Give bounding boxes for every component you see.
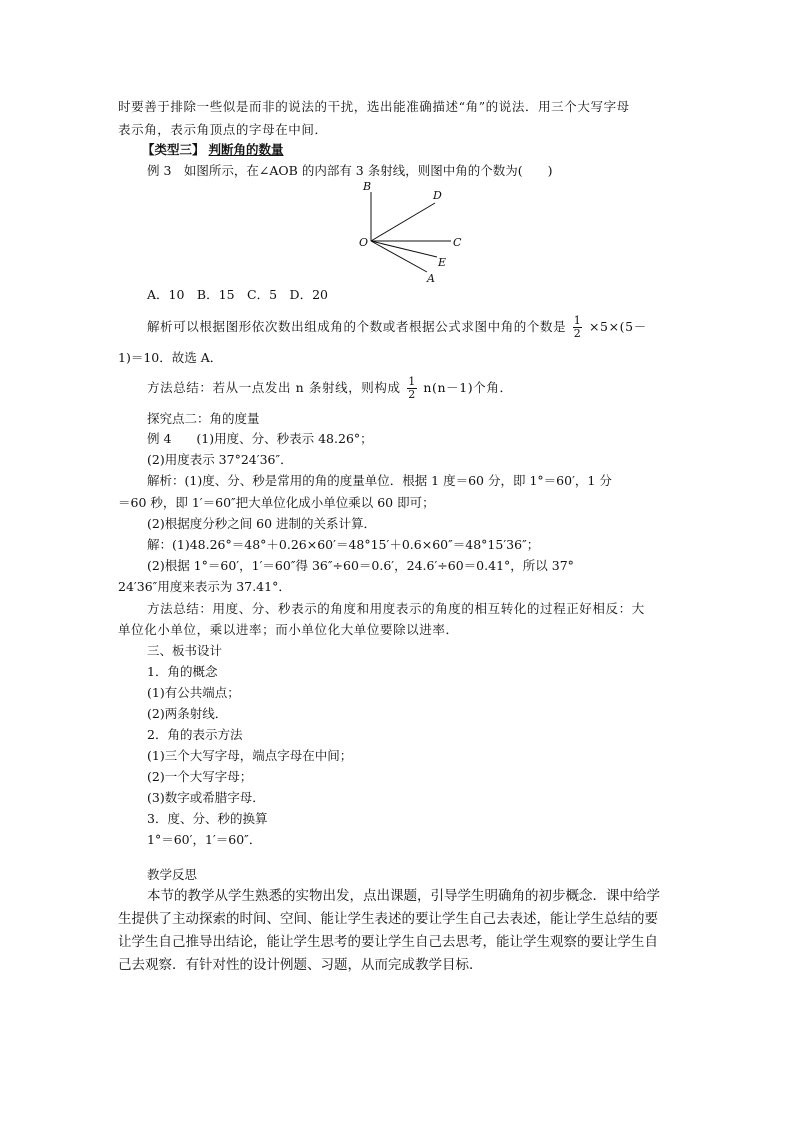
ray-oa xyxy=(371,241,427,272)
label-c: C xyxy=(453,236,462,249)
board-item: (2)一个大写字母； xyxy=(147,769,253,784)
example3-question: 例 3 如图所示，在∠AOB 的内部有 3 条射线，则图中角的个数为( ) xyxy=(147,163,553,178)
example3-options: A．10 B．15 C．5 D．20 xyxy=(147,287,328,302)
example3-method: 方法总结：若从一点发出 n 条射线，则构成 $\frac{1}{2}$ n(n－1)个角． xyxy=(147,375,513,401)
example3-analysis: 解析可以根据图形依次数出组成角的个数或者根据公式求图中角的个数是 $\frac{1}{2}$ ×5×(5－ xyxy=(147,314,647,340)
ray-od xyxy=(371,203,435,241)
example4-solution-2: (2)根据 1°＝60′，1′＝60″得 36″÷60＝0.6′，24.6′÷60＝0.41°，所以 37° xyxy=(147,558,574,573)
fraction-half: $\frac{1}{2}$ xyxy=(408,375,416,401)
example4-solution-3: 24′36″用度来表示为 37.41°． xyxy=(118,579,291,594)
board-item: 1．角的概念 xyxy=(147,664,218,679)
example4-analysis-1: 解析：(1)度、分、秒是常用的角的度量单位．根据 1 度＝60 分，即 1°＝60′，1 分 xyxy=(147,473,612,488)
ray-oe xyxy=(371,241,437,257)
label-b: B xyxy=(363,180,372,193)
label-a: A xyxy=(427,272,435,285)
board-item: (2)两条射线． xyxy=(147,706,228,721)
example4-summary-1: 方法总结：用度、分、秒表示的角度和用度表示的角度的相互转化的过程正好相反：大 xyxy=(147,601,645,616)
intro-line-1: 时要善于排除一些似是而非的说法的干扰，选出能准确描述“角”的说法．用三个大写字母 xyxy=(118,99,630,114)
reflection-line: 本节的教学从学生熟悉的实物出发，点出课题，引导学生明确角的初步概念．课中给学 xyxy=(147,888,660,904)
board-title: 三、板书设计 xyxy=(147,643,223,658)
example4-part1: 例 4 (1)用度、分、秒表示 48.26°； xyxy=(147,431,373,446)
type3-tag: 【类型三】 xyxy=(142,142,205,157)
point2-title: 探究点二：角的度量 xyxy=(147,411,260,426)
type3-heading xyxy=(142,141,284,159)
reflection-line: 生提供了主动探索的时间、空间、能让学生表述的要让学生自己去表述，能让学生总结的要 xyxy=(118,911,658,927)
board-item: (1)三个大写字母，端点字母在中间； xyxy=(147,748,353,763)
example4-analysis-2: ＝60 秒，即 1′＝60″把大单位化成小单位乘以 60 即可； xyxy=(118,495,435,510)
reflection-line: 让学生自己推导出结论，能让学生思考的要让学生自己去思考，能让学生观察的要让学生自 xyxy=(118,934,658,950)
board-item: (1)有公共端点； xyxy=(147,685,240,700)
example4-analysis-3: (2)根据度分秒之间 60 进制的关系计算． xyxy=(147,516,377,531)
board-item: 2．角的表示方法 xyxy=(147,727,243,742)
board-item: 3．度、分、秒的换算 xyxy=(147,811,268,826)
fraction-half: $\frac{1}{2}$ xyxy=(573,314,582,340)
rays-figure xyxy=(355,178,475,288)
label-o: O xyxy=(359,236,369,249)
example3-analysis-end: 1)＝10．故选 A． xyxy=(118,350,223,365)
example4-part2: (2)用度表示 37°24′36″． xyxy=(147,452,293,467)
example4-solution-1: 解：(1)48.26°＝48°＋0.26×60′＝48°15′＋0.6×60″＝48°15′36″； xyxy=(147,537,540,552)
type3-title: 判断角的数量 xyxy=(208,142,284,157)
reflection-title: 教学反思 xyxy=(147,867,198,882)
reflection-line: 己去观察．有针对性的设计例题、习题，从而完成教学目标． xyxy=(118,957,483,973)
board-item: (3)数字或希腊字母． xyxy=(147,790,265,805)
intro-line-2: 表示角，表示角顶点的字母在中间． xyxy=(118,122,328,137)
board-item: 1°＝60′，1′＝60″． xyxy=(147,832,262,847)
label-d: D xyxy=(433,189,442,202)
example4-summary-2: 单位化小单位，乘以进率；而小单位化大单位要除以进率． xyxy=(118,622,459,637)
label-e: E xyxy=(438,256,447,269)
